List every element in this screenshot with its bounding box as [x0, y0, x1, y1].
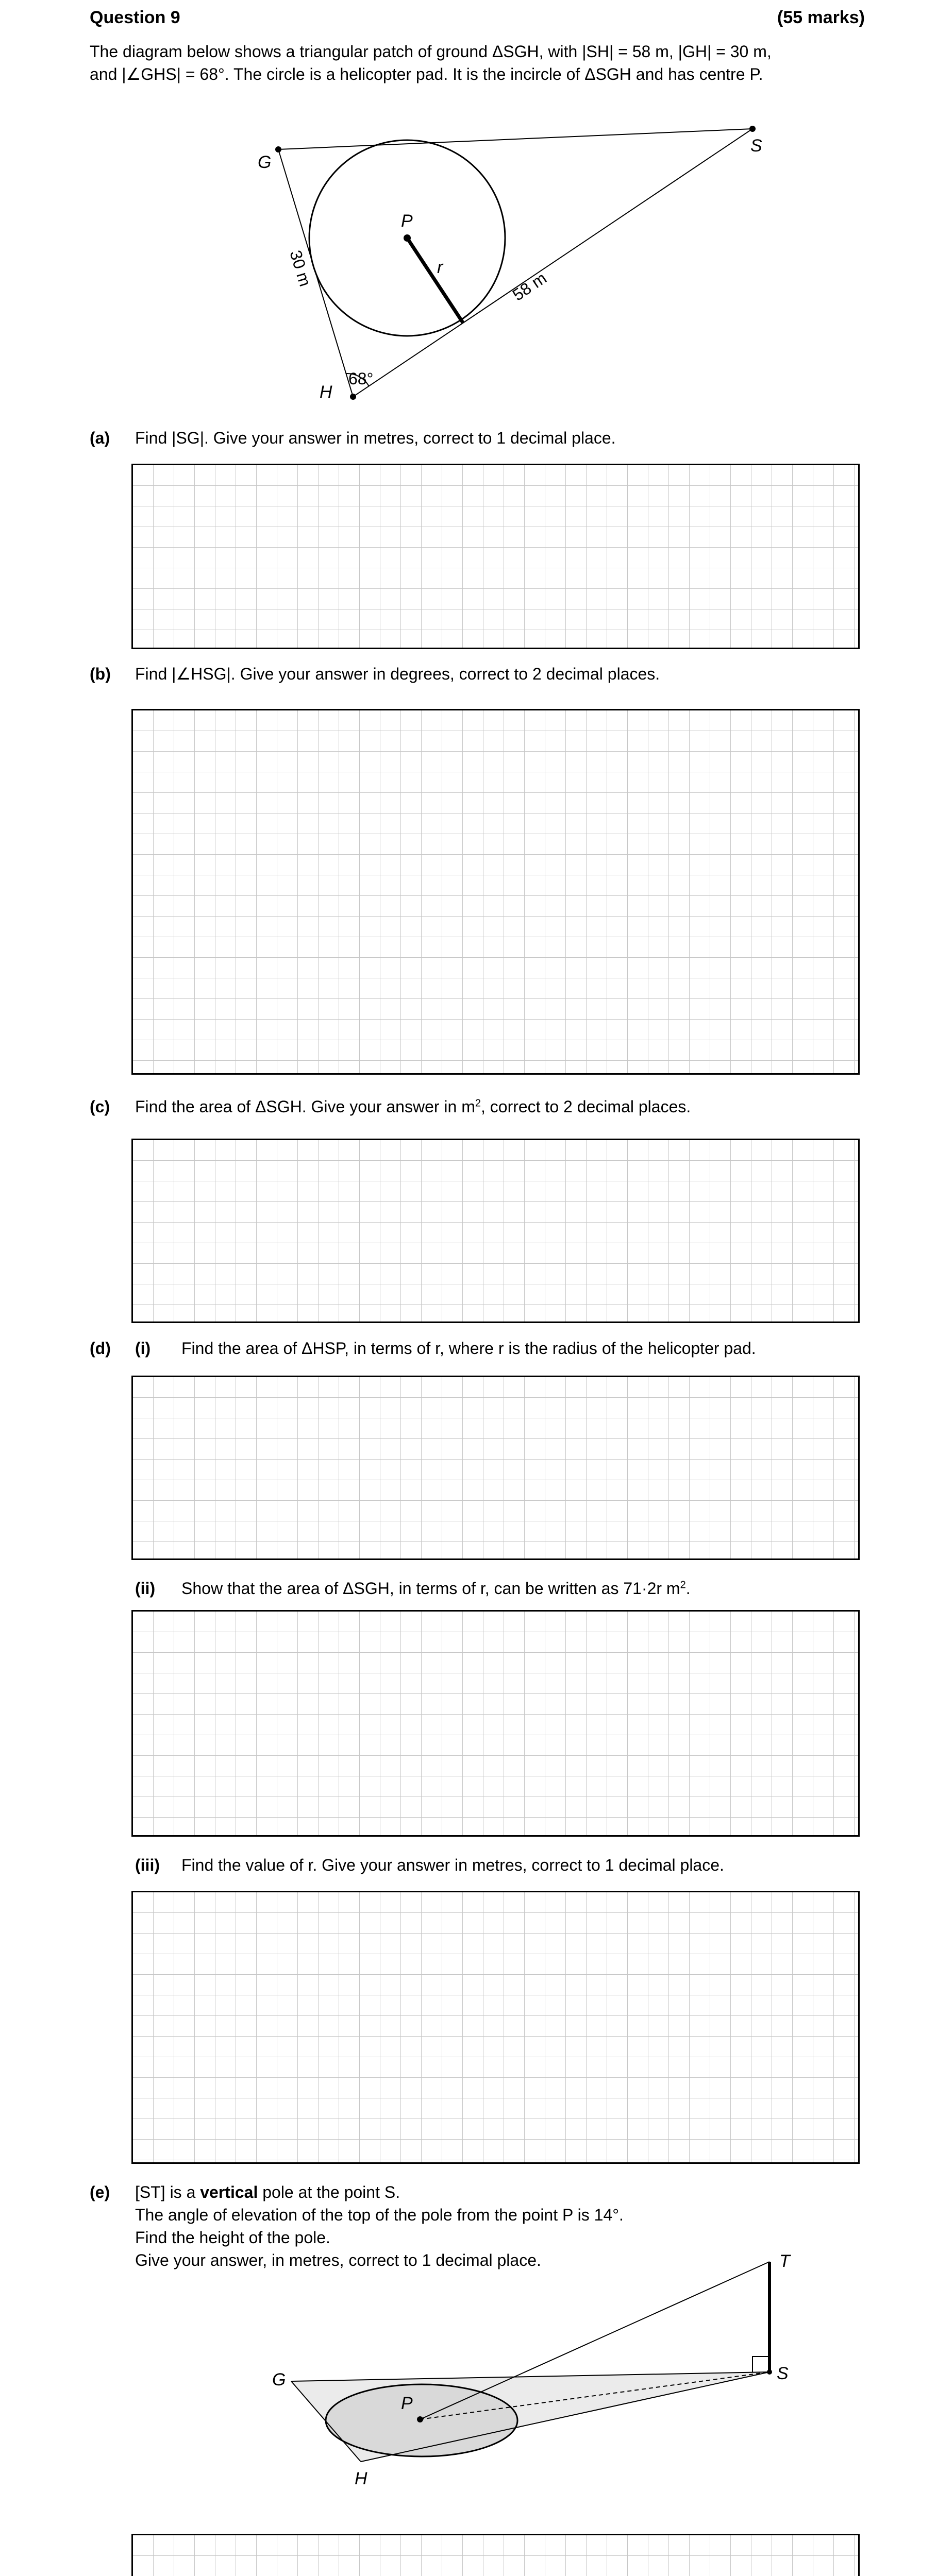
point-s [749, 126, 756, 132]
point-s2 [767, 2369, 772, 2375]
part-d-i-label: (i) [135, 1339, 151, 1358]
label-p2: P [401, 2394, 413, 2413]
triangle-incircle-diagram [0, 0, 937, 422]
part-b-label: (b) [90, 665, 111, 683]
label-sh-length: 58 m [509, 268, 550, 304]
radius-r [407, 238, 463, 323]
part-a-text: Find |SG|. Give your answer in metres, correct to 1 decimal place. [135, 429, 616, 447]
part-e-line-4: Give your answer, in metres, correct to 1 decimal place. [135, 2251, 541, 2269]
marks-label: (55 marks) [777, 8, 865, 27]
intro-line-1: The diagram below shows a triangular patch of ground ΔSGH, with |SH| = 58 m, |GH| = 30 m, [90, 42, 772, 61]
label-angle-ghs: 68° [348, 369, 374, 388]
part-d-iii-label: (iii) [135, 1856, 160, 1874]
answer-grid-a[interactable] [131, 464, 860, 649]
question-title: Question 9 [90, 8, 180, 27]
label-p: P [401, 211, 413, 231]
label-r: r [437, 258, 443, 277]
answer-grid-c[interactable] [131, 1139, 860, 1323]
side-gs [278, 129, 752, 149]
part-a-label: (a) [90, 429, 110, 447]
label-h: H [320, 382, 332, 402]
side-hs [353, 129, 752, 397]
part-d-i-text: Find the area of ΔHSP, in terms of r, where r is the radius of the helicopter pad. [181, 1339, 756, 1358]
part-e-label: (e) [90, 2183, 110, 2201]
part-c-label: (c) [90, 1097, 110, 1116]
part-e-line-2: The angle of elevation of the top of the pole from the point P is 14°. [135, 2206, 624, 2224]
label-h2: H [355, 2469, 367, 2488]
point-g [275, 146, 281, 152]
label-t: T [779, 2251, 790, 2271]
answer-grid-b[interactable] [131, 709, 860, 1075]
right-angle-marker [752, 2357, 769, 2372]
part-b-text: Find |∠HSG|. Give your answer in degrees, correct to 2 decimal places. [135, 665, 660, 683]
label-s: S [750, 136, 762, 156]
part-c-text: Find the area of ΔSGH. Give your answer in $m^2$, correct to 2 decimal places. [135, 1097, 691, 1116]
point-h [350, 394, 356, 400]
pole-elevation-diagram [0, 2215, 937, 2504]
label-g: G [258, 152, 272, 172]
label-gh-length: 30 m [286, 248, 315, 289]
intro-line-2: and |∠GHS| = 68°. The circle is a helicopter pad. It is the incircle of ΔSGH and has centre P. [90, 65, 763, 83]
label-s2: S [777, 2364, 789, 2383]
part-d-ii-text: Show that the area of ΔSGH, in terms of r, can be written as 71·2r $m^2$. [181, 1579, 691, 1598]
point-p2 [417, 2416, 423, 2422]
part-d-label: (d) [90, 1339, 111, 1358]
answer-grid-d-i[interactable] [131, 1376, 860, 1560]
part-d-ii-label: (ii) [135, 1579, 156, 1598]
part-e-line-3: Find the height of the pole. [135, 2228, 330, 2247]
point-p [404, 234, 411, 242]
label-g2: G [272, 2370, 286, 2389]
answer-grid-d-ii[interactable] [131, 1610, 860, 1837]
part-d-iii-text: Find the value of r. Give your answer in metres, correct to 1 decimal place. [181, 1856, 724, 1874]
answer-grid-e[interactable] [131, 2534, 860, 2576]
part-e-line-1: [ST] is a vertical pole at the point S. [135, 2183, 400, 2201]
answer-grid-d-iii[interactable] [131, 1891, 860, 2164]
